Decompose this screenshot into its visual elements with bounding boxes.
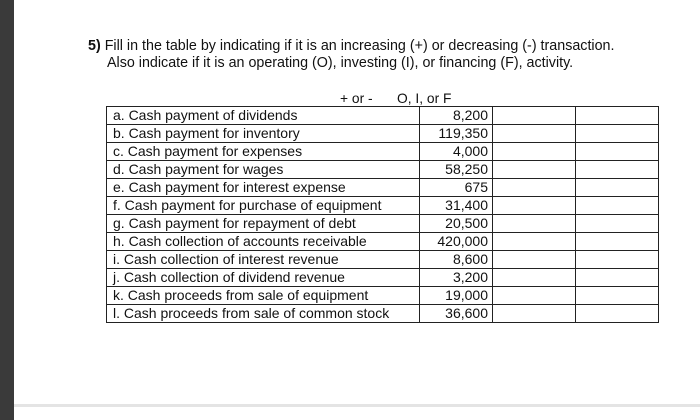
transaction-description: f. Cash payment for purchase of equipment	[107, 197, 420, 215]
table-row	[107, 233, 659, 251]
sign-answer-cell[interactable]	[493, 251, 576, 269]
table-row	[107, 161, 659, 179]
transaction-amount: 36,600	[420, 305, 493, 323]
sign-answer-cell[interactable]	[493, 125, 576, 143]
table-row	[107, 107, 659, 125]
activity-answer-cell[interactable]	[576, 161, 659, 179]
transaction-amount: 119,350	[420, 125, 493, 143]
table-row	[107, 251, 659, 269]
transaction-amount: 20,500	[420, 215, 493, 233]
transaction-description: i. Cash collection of interest revenue	[107, 251, 420, 269]
table-row	[107, 305, 659, 323]
transaction-description: a. Cash payment of dividends	[107, 107, 420, 125]
sign-answer-cell[interactable]	[493, 269, 576, 287]
transaction-amount: 31,400	[420, 197, 493, 215]
question-line-1	[88, 38, 688, 55]
bottom-divider	[14, 404, 700, 407]
transaction-description: h. Cash collection of accounts receivable	[107, 233, 420, 251]
transaction-amount: 58,250	[420, 161, 493, 179]
transaction-description: d. Cash payment for wages	[107, 161, 420, 179]
activity-answer-cell[interactable]	[576, 269, 659, 287]
activity-answer-cell[interactable]	[576, 197, 659, 215]
activity-answer-cell[interactable]	[576, 179, 659, 197]
transaction-description: e. Cash payment for interest expense	[107, 179, 420, 197]
transaction-description: g. Cash payment for repayment of debt	[107, 215, 420, 233]
activity-column-header: O, I, or F	[397, 91, 452, 106]
table-row	[107, 125, 659, 143]
activity-answer-cell[interactable]	[576, 107, 659, 125]
table-row	[107, 269, 659, 287]
activity-answer-cell[interactable]	[576, 251, 659, 269]
question-prompt	[88, 38, 688, 72]
transaction-description: l. Cash proceeds from sale of common stock	[107, 305, 420, 323]
transaction-amount: 19,000	[420, 287, 493, 305]
sign-answer-cell[interactable]	[493, 215, 576, 233]
activity-answer-cell[interactable]	[576, 233, 659, 251]
activity-answer-cell[interactable]	[576, 125, 659, 143]
transaction-description: k. Cash proceeds from sale of equipment	[107, 287, 420, 305]
transaction-amount: 8,200	[420, 107, 493, 125]
sign-column-header: + or -	[340, 91, 373, 106]
transaction-amount: 420,000	[420, 233, 493, 251]
sign-answer-cell[interactable]	[493, 197, 576, 215]
left-border-bar	[0, 0, 14, 420]
table-row	[107, 143, 659, 161]
transaction-amount: 3,200	[420, 269, 493, 287]
transactions-table	[106, 106, 659, 323]
transaction-amount: 675	[420, 179, 493, 197]
transaction-amount: 4,000	[420, 143, 493, 161]
table-row	[107, 215, 659, 233]
sign-answer-cell[interactable]	[493, 143, 576, 161]
activity-answer-cell[interactable]	[576, 215, 659, 233]
activity-answer-cell[interactable]	[576, 287, 659, 305]
table-row	[107, 287, 659, 305]
activity-answer-cell[interactable]	[576, 143, 659, 161]
table-row	[107, 197, 659, 215]
question-number: 5)	[88, 38, 101, 54]
transaction-amount: 8,600	[420, 251, 493, 269]
sign-answer-cell[interactable]	[493, 179, 576, 197]
sign-answer-cell[interactable]	[493, 287, 576, 305]
question-text-1: Fill in the table by indicating if it is an increasing (+) or decreasing (-) transaction.	[104, 38, 615, 54]
transactions-table-body	[107, 107, 659, 323]
transaction-description: b. Cash payment for inventory	[107, 125, 420, 143]
table-row	[107, 179, 659, 197]
sign-answer-cell[interactable]	[493, 305, 576, 323]
sign-answer-cell[interactable]	[493, 107, 576, 125]
sign-answer-cell[interactable]	[493, 161, 576, 179]
question-line-2: Also indicate if it is an operating (O), investing (I), or financing (F), activity.	[107, 55, 574, 71]
activity-answer-cell[interactable]	[576, 305, 659, 323]
sign-answer-cell[interactable]	[493, 233, 576, 251]
transaction-description: c. Cash payment for expenses	[107, 143, 420, 161]
transaction-description: j. Cash collection of dividend revenue	[107, 269, 420, 287]
